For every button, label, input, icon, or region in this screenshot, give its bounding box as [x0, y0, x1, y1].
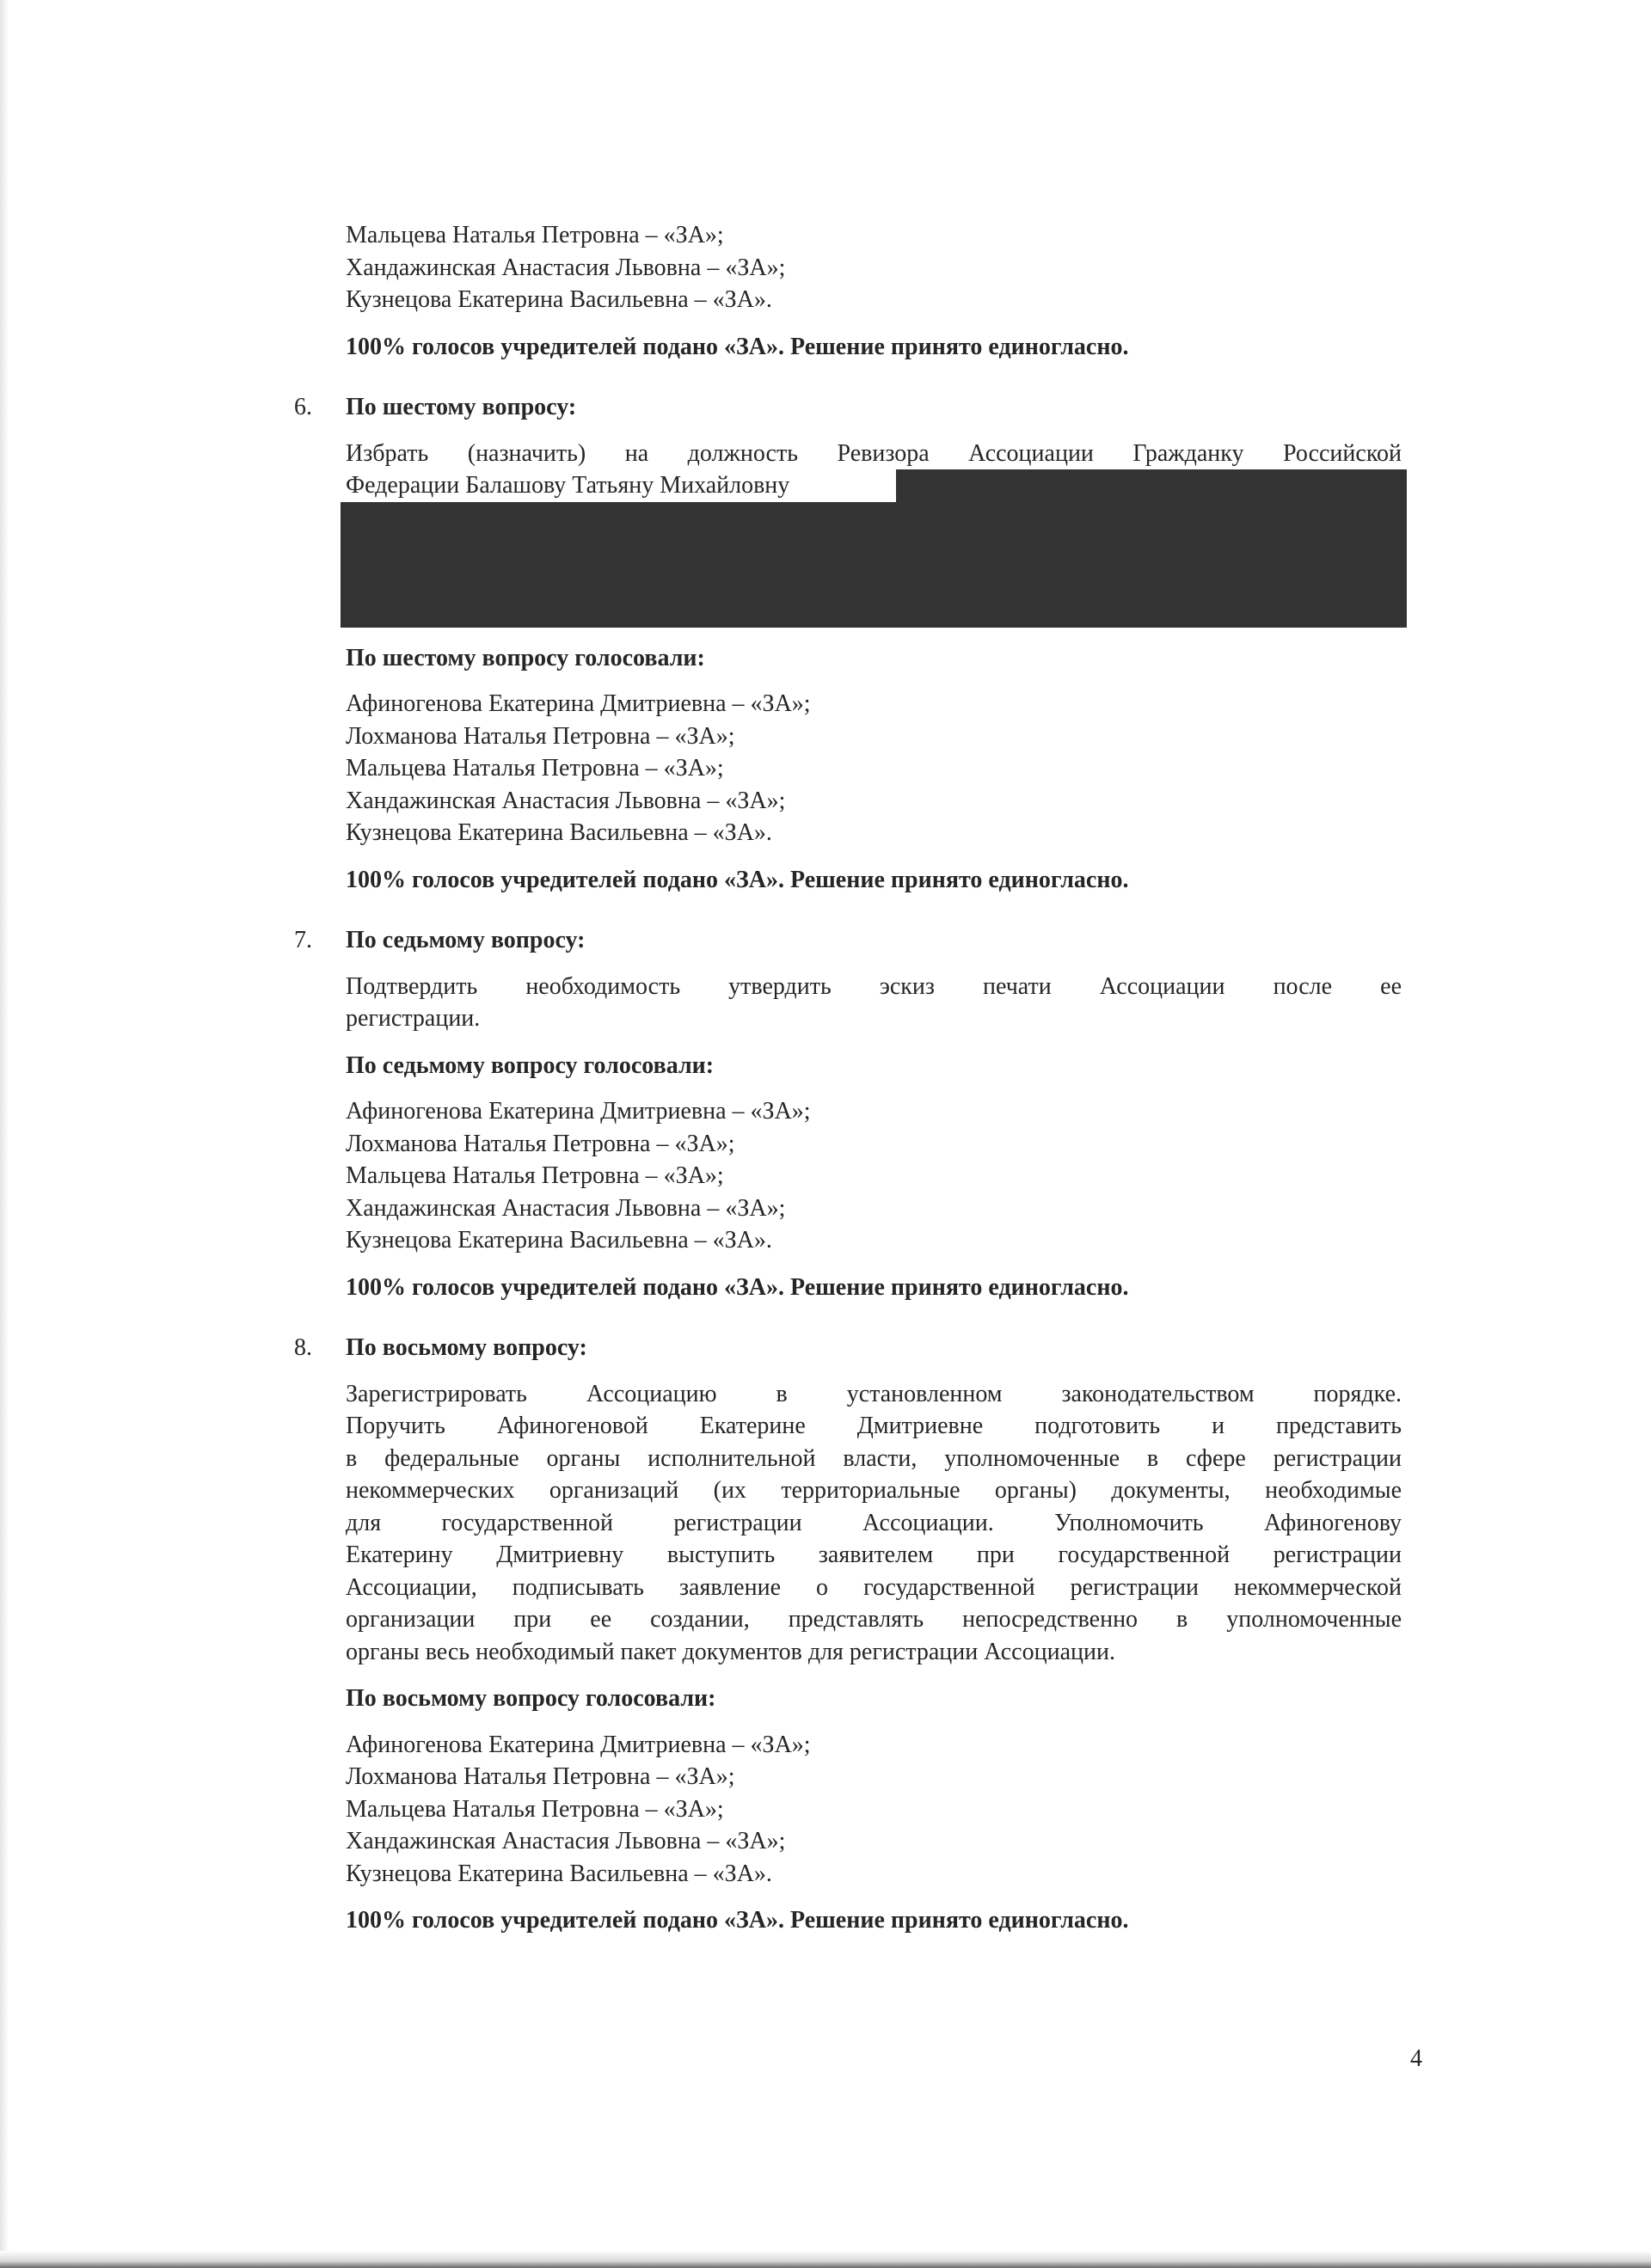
- redaction-block-main: [341, 502, 1407, 628]
- vote-line: Мальцева Наталья Петровна – «ЗА»;: [346, 222, 724, 248]
- paragraph-line: Ассоциации, подписывать заявление о государственной регистрации некоммерческой: [346, 1573, 1402, 1601]
- paragraph-line: Подтвердить необходимость утвердить эскиз печати Ассоциации после ее: [346, 972, 1402, 1000]
- vote-line: Хандажинская Анастасия Львовна – «ЗА»;: [346, 787, 786, 814]
- paragraph-line: Екатерину Дмитриевну выступить заявителем при государственной регистрации: [346, 1542, 1402, 1568]
- vote-line: Афиногенова Екатерина Дмитриевна – «ЗА»;: [346, 690, 811, 717]
- section-voted-heading: По восьмому вопросу голосовали:: [346, 1685, 716, 1712]
- paragraph-line: регистрации.: [346, 1005, 481, 1032]
- vote-line: Лохманова Наталья Петровна – «ЗА»;: [346, 1130, 735, 1157]
- vote-line: Кузнецова Екатерина Васильевна – «ЗА».: [346, 286, 772, 313]
- vote-line: Кузнецова Екатерина Васильевна – «ЗА».: [346, 1227, 772, 1254]
- section-votes: [346, 1095, 1402, 1257]
- section-number: 6.: [294, 394, 312, 420]
- paragraph-line: для государственной регистрации Ассоциации. Уполномочить Афиногенову: [346, 1509, 1402, 1536]
- vote-line: Кузнецова Екатерина Васильевна – «ЗА».: [346, 1860, 772, 1887]
- top-votes-list: [346, 219, 1402, 316]
- paragraph-line: Избрать (назначить) на должность Ревизора Ассоциации Гражданку Российской: [346, 439, 1402, 467]
- section-result: 100% голосов учредителей подано «ЗА». Решение принято единогласно.: [346, 1907, 1129, 1934]
- section-votes: [346, 688, 1402, 849]
- vote-line: Хандажинская Анастасия Львовна – «ЗА»;: [346, 1194, 786, 1222]
- vote-line: Афиногенова Екатерина Дмитриевна – «ЗА»;: [346, 1731, 811, 1758]
- page-edge-left: [0, 0, 9, 2268]
- section-number: 7.: [294, 927, 312, 953]
- vote-line: Мальцева Наталья Петровна – «ЗА»;: [346, 755, 724, 782]
- top-result: 100% голосов учредителей подано «ЗА». Решение принято единогласно.: [346, 333, 1129, 360]
- section-voted-heading: По шестому вопросу голосовали:: [346, 644, 705, 671]
- vote-line: Афиногенова Екатерина Дмитриевна – «ЗА»;: [346, 1098, 811, 1125]
- paragraph-line: Федерации Балашову Татьяну Михайловну: [346, 472, 790, 499]
- vote-line: Хандажинская Анастасия Львовна – «ЗА»;: [346, 254, 786, 281]
- paragraph-line: некоммерческих организаций (их территориальные органы) документы, необходимые: [346, 1477, 1402, 1504]
- section-votes: [346, 1729, 1402, 1891]
- section-heading: По седьмому вопросу:: [346, 927, 586, 953]
- section-voted-heading: По седьмому вопросу голосовали:: [346, 1051, 715, 1079]
- section-heading: По восьмому вопросу:: [346, 1334, 587, 1361]
- section-result: 100% голосов учредителей подано «ЗА». Решение принято единогласно.: [346, 1273, 1129, 1301]
- paragraph-line: органы весь необходимый пакет документов для регистрации Ассоциации.: [346, 1638, 1115, 1665]
- redaction-block-inline: [896, 469, 1407, 504]
- paragraph-line: в федеральные органы исполнительной власти, уполномоченные в сфере регистрации: [346, 1444, 1402, 1472]
- section-paragraph: [346, 971, 1402, 1035]
- vote-line: Мальцева Наталья Петровна – «ЗА»;: [346, 1162, 724, 1189]
- paragraph-line: Поручить Афиногеновой Екатерине Дмитриевне подготовить и представить: [346, 1413, 1402, 1439]
- page-number: 4: [1410, 2045, 1422, 2072]
- paragraph-line: Зарегистрировать Ассоциацию в установленном законодательством порядке.: [346, 1380, 1402, 1407]
- section-heading: По шестому вопросу:: [346, 394, 577, 420]
- redaction-block: [346, 502, 1402, 628]
- section-paragraph: [346, 1378, 1402, 1669]
- section-7: [294, 924, 1402, 1303]
- vote-line: Хандажинская Анастасия Львовна – «ЗА»;: [346, 1828, 786, 1854]
- vote-line: Лохманова Наталья Петровна – «ЗА»;: [346, 1763, 735, 1790]
- section-6: [294, 391, 1402, 896]
- vote-line: Мальцева Наталья Петровна – «ЗА»;: [346, 1795, 724, 1823]
- section-result: 100% голосов учредителей подано «ЗА». Решение принято единогласно.: [346, 866, 1129, 893]
- document-body: [294, 219, 1402, 1937]
- vote-line: Лохманова Наталья Петровна – «ЗА»;: [346, 722, 735, 750]
- section-8: [294, 1332, 1402, 1937]
- page-edge-bottom: [0, 2251, 1651, 2268]
- section-number: 8.: [294, 1334, 312, 1361]
- paragraph-line: организации при ее создании, представлять непосредственно в уполномоченные: [346, 1606, 1402, 1633]
- vote-line: Кузнецова Екатерина Васильевна – «ЗА».: [346, 819, 772, 846]
